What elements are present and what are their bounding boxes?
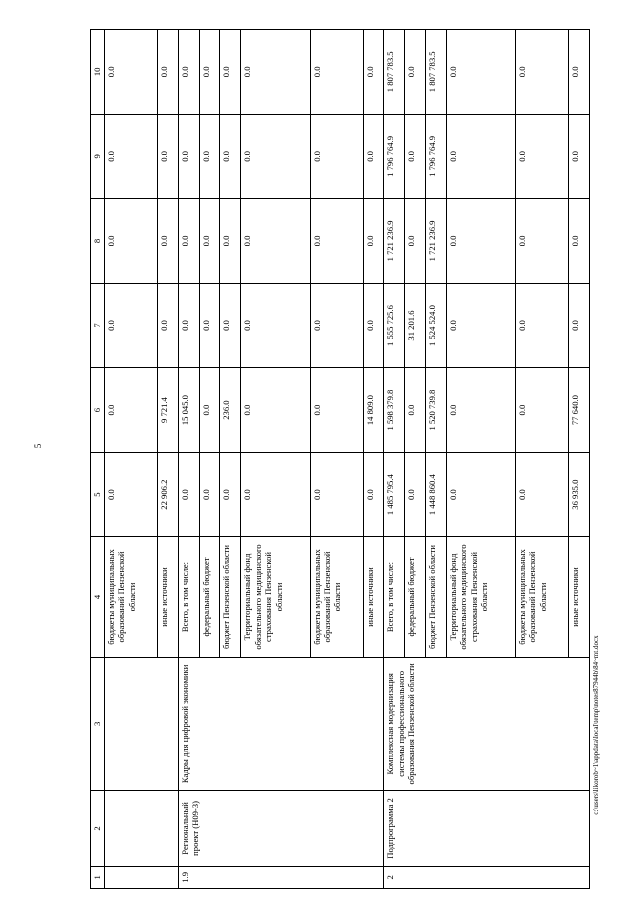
amount-cell: 0.0 — [363, 283, 384, 368]
amount-cell: 0.0 — [105, 452, 158, 537]
amount-cell: 1 796 764.9 — [425, 114, 446, 199]
amount-cell: 0.0 — [178, 30, 199, 115]
amount-cell: 31 201.6 — [405, 283, 426, 368]
amount-cell: 1 524 524.0 — [425, 283, 446, 368]
row-number-cell — [105, 866, 179, 888]
amount-cell: 0.0 — [405, 114, 426, 199]
amount-cell: 0.0 — [158, 114, 179, 199]
page-number: 5 — [33, 443, 43, 449]
funding-source-cell: иные источники — [363, 537, 384, 657]
amount-cell: 15 045.0 — [178, 368, 199, 453]
amount-cell: 1 807 783.5 — [384, 30, 405, 115]
amount-cell: 0.0 — [241, 452, 310, 537]
table-container — [90, 29, 590, 889]
amount-cell: 1 796 764.9 — [384, 114, 405, 199]
amount-cell: 0.0 — [405, 199, 426, 284]
rotated-table-frame — [90, 29, 590, 889]
header-cell: 8 — [91, 199, 105, 284]
amount-cell: 0.0 — [220, 114, 241, 199]
program-name-cell — [105, 657, 179, 791]
amount-cell: 0.0 — [105, 368, 158, 453]
amount-cell: 0.0 — [158, 30, 179, 115]
amount-cell: 0.0 — [105, 30, 158, 115]
amount-cell: 77 640.0 — [569, 368, 590, 453]
header-cell: 9 — [91, 114, 105, 199]
amount-cell: 22 906.2 — [158, 452, 179, 537]
funding-source-cell: иные источники — [158, 537, 179, 657]
program-name-cell: Кадры для цифровой экономики — [178, 657, 384, 791]
amount-cell: 1 807 783.5 — [425, 30, 446, 115]
funding-source-cell: Территориальный фонд обязательного медицинского страхования Пензенской области — [241, 537, 310, 657]
amount-cell: 0.0 — [158, 199, 179, 284]
amount-cell: 0.0 — [220, 283, 241, 368]
header-cell: 10 — [91, 30, 105, 115]
amount-cell: 0.0 — [405, 30, 426, 115]
amount-cell: 0.0 — [363, 452, 384, 537]
funding-source-cell: иные источники — [569, 537, 590, 657]
amount-cell: 0.0 — [199, 368, 220, 453]
amount-cell: 1 721 236.9 — [425, 199, 446, 284]
funding-source-cell: Всего, в том числе: — [384, 537, 405, 657]
amount-cell: 0.0 — [199, 114, 220, 199]
amount-cell: 1 485 795.4 — [384, 452, 405, 537]
amount-cell: 36 935.0 — [569, 452, 590, 537]
amount-cell: 0.0 — [446, 114, 515, 199]
table-row — [105, 30, 158, 889]
funding-source-cell: Всего, в том числе: — [178, 537, 199, 657]
amount-cell: 0.0 — [158, 283, 179, 368]
amount-cell: 0.0 — [363, 114, 384, 199]
program-type-cell: Региональный проект (Н09-3) — [178, 791, 384, 867]
program-type-cell — [105, 791, 179, 867]
funding-source-cell: бюджеты муниципальных образований Пензенской области — [516, 537, 569, 657]
amount-cell: 0.0 — [241, 368, 310, 453]
funding-source-cell: бюджеты муниципальных образований Пензенской области — [105, 537, 158, 657]
header-cell: 3 — [91, 657, 105, 791]
amount-cell: 0.0 — [405, 368, 426, 453]
amount-cell: 0.0 — [310, 30, 363, 115]
amount-cell: 0.0 — [310, 283, 363, 368]
amount-cell: 0.0 — [241, 283, 310, 368]
footer-file-path: c:\users\likorob~1\appdata\local\temp\notes87944b\84~mt.docx — [592, 635, 600, 815]
amount-cell: 0.0 — [363, 30, 384, 115]
amount-cell: 0.0 — [199, 283, 220, 368]
table-row — [384, 30, 405, 889]
amount-cell: 0.0 — [178, 283, 199, 368]
funding-source-cell: бюджет Пензенской области — [425, 537, 446, 657]
amount-cell: 0.0 — [516, 368, 569, 453]
amount-cell: 0.0 — [178, 452, 199, 537]
amount-cell: 0.0 — [220, 199, 241, 284]
amount-cell: 0.0 — [516, 199, 569, 284]
funding-source-cell: бюджеты муниципальных образований Пензенской области — [310, 537, 363, 657]
amount-cell: 0.0 — [446, 30, 515, 115]
amount-cell: 0.0 — [310, 114, 363, 199]
amount-cell: 9 721.4 — [158, 368, 179, 453]
amount-cell: 1 520 739.8 — [425, 368, 446, 453]
amount-cell: 0.0 — [310, 452, 363, 537]
amount-cell: 0.0 — [241, 199, 310, 284]
amount-cell: 0.0 — [446, 368, 515, 453]
amount-cell: 0.0 — [569, 114, 590, 199]
funding-table — [90, 29, 590, 889]
amount-cell: 0.0 — [363, 199, 384, 284]
row-number-cell: 2 — [384, 866, 590, 888]
amount-cell: 0.0 — [105, 114, 158, 199]
amount-cell: 0.0 — [178, 199, 199, 284]
amount-cell: 0.0 — [516, 30, 569, 115]
amount-cell: 0.0 — [178, 114, 199, 199]
amount-cell: 0.0 — [220, 452, 241, 537]
amount-cell: 0.0 — [310, 199, 363, 284]
funding-source-cell: федеральный бюджет — [405, 537, 426, 657]
table-row — [178, 30, 199, 889]
amount-cell: 1 448 860.4 — [425, 452, 446, 537]
amount-cell: 0.0 — [446, 452, 515, 537]
amount-cell: 0.0 — [241, 30, 310, 115]
header-row — [91, 30, 105, 889]
funding-source-cell: Территориальный фонд обязательного медицинского страхования Пензенской области — [446, 537, 515, 657]
table-body — [105, 30, 590, 889]
amount-cell: 0.0 — [569, 30, 590, 115]
funding-source-cell: федеральный бюджет — [199, 537, 220, 657]
amount-cell: 0.0 — [405, 452, 426, 537]
header-cell: 7 — [91, 283, 105, 368]
row-number-cell: 1.9 — [178, 866, 384, 888]
amount-cell: 1 598 379.8 — [384, 368, 405, 453]
header-cell: 2 — [91, 791, 105, 867]
amount-cell: 0.0 — [516, 114, 569, 199]
amount-cell: 1 721 236.9 — [384, 199, 405, 284]
amount-cell: 0.0 — [199, 30, 220, 115]
funding-source-cell: бюджет Пензенской области — [220, 537, 241, 657]
amount-cell: 0.0 — [569, 199, 590, 284]
amount-cell: 1 555 725.6 — [384, 283, 405, 368]
amount-cell: 0.0 — [220, 30, 241, 115]
amount-cell: 0.0 — [310, 368, 363, 453]
header-cell: 1 — [91, 866, 105, 888]
amount-cell: 0.0 — [105, 283, 158, 368]
header-cell: 4 — [91, 537, 105, 657]
header-cell: 5 — [91, 452, 105, 537]
amount-cell: 0.0 — [516, 283, 569, 368]
header-cell: 6 — [91, 368, 105, 453]
amount-cell: 0.0 — [105, 199, 158, 284]
amount-cell: 0.0 — [199, 199, 220, 284]
amount-cell: 0.0 — [569, 283, 590, 368]
amount-cell: 0.0 — [241, 114, 310, 199]
amount-cell: 0.0 — [446, 283, 515, 368]
amount-cell: 236.0 — [220, 368, 241, 453]
program-type-cell: Подпрограмма 2 — [384, 791, 590, 867]
amount-cell: 0.0 — [199, 452, 220, 537]
amount-cell: 0.0 — [446, 199, 515, 284]
amount-cell: 14 809.0 — [363, 368, 384, 453]
program-name-cell: Комплексная модернизация системы профессионального образования Пензенской области — [384, 657, 590, 791]
amount-cell: 0.0 — [516, 452, 569, 537]
